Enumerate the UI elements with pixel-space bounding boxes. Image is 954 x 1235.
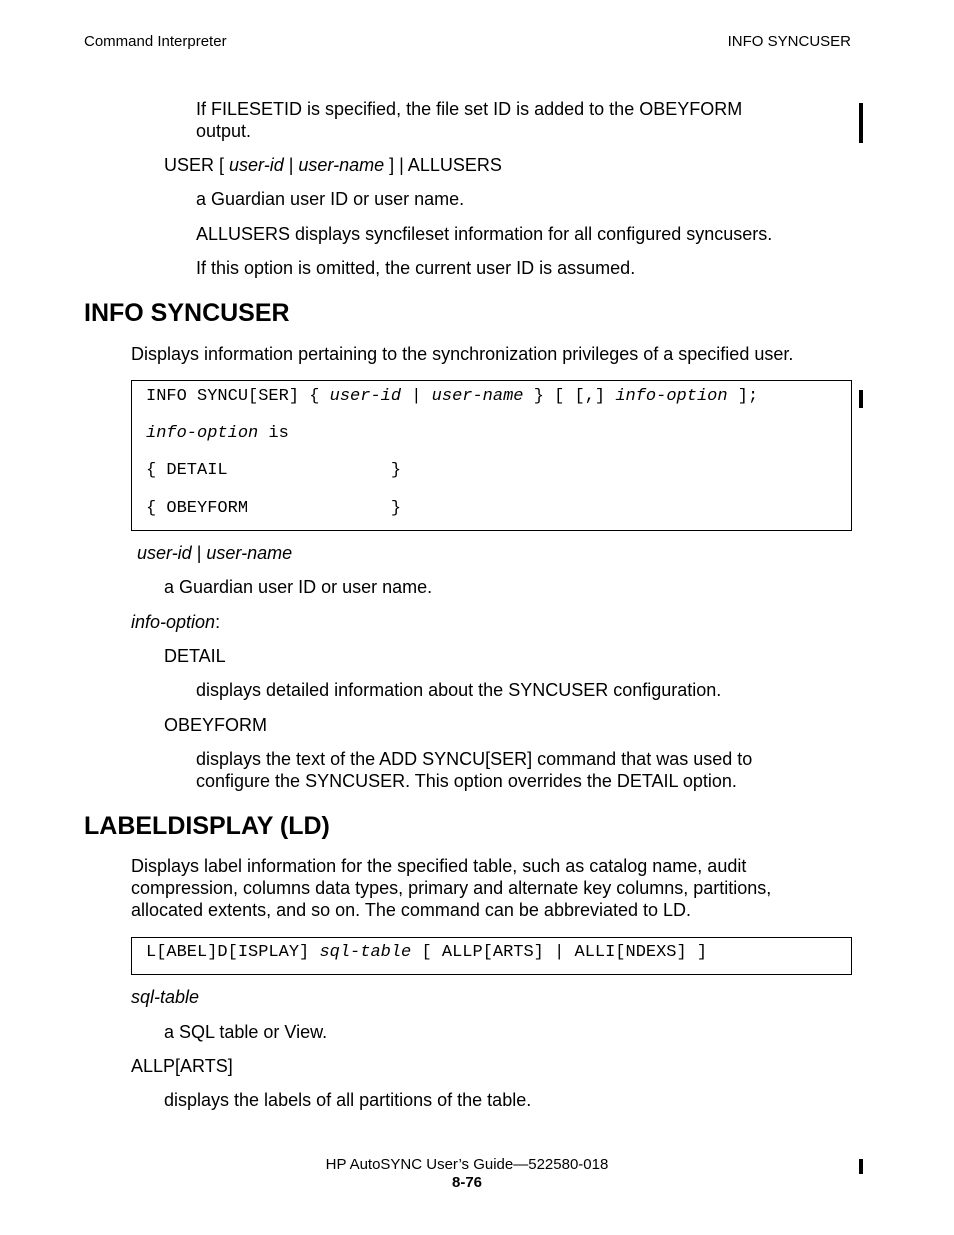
syntax-line-3: { DETAIL }	[146, 461, 402, 480]
labeldisplay-desc-line3: allocated extents, and so on. The command can be abbreviated to LD.	[131, 900, 692, 920]
labeldisplay-desc-line1: Displays label information for the specified table, such as catalog name, audit	[131, 856, 747, 876]
syntax-line-2: info-option is	[146, 424, 289, 443]
param-sql-table: sql-table	[131, 987, 200, 1007]
option-detail: DETAIL	[164, 646, 226, 666]
labeldisplay-desc-line2: compression, columns data types, primary and alternate key columns, partitions,	[131, 878, 772, 898]
labeldisplay-syntax: L[ABEL]D[ISPLAY] sql-table [ ALLP[ARTS] | ALLI[NDEXS] ]	[146, 943, 708, 962]
running-header-right: INFO SYNCUSER	[727, 33, 851, 50]
user-option-desc: a Guardian user ID or user name.	[196, 189, 465, 209]
user-option-term: USER [ user-id | user-name ] | ALLUSERS	[164, 155, 502, 175]
option-allparts: ALLP[ARTS]	[131, 1056, 233, 1076]
option-obeyform: OBEYFORM	[164, 715, 268, 735]
option-obeyform-desc-line1: displays the text of the ADD SYNCU[SER] command that was used to	[196, 749, 753, 769]
option-allparts-desc: displays the labels of all partitions of the table.	[164, 1090, 532, 1110]
param-user-id-desc: a Guardian user ID or user name.	[164, 577, 433, 597]
change-bar	[859, 103, 863, 143]
param-user-id: user-id | user-name	[137, 543, 293, 563]
page-number: 8-76	[451, 1174, 483, 1191]
section-heading-info-syncuser: INFO SYNCUSER	[84, 299, 290, 327]
filesetid-text-line2: output.	[196, 121, 252, 141]
syntax-line-1: INFO SYNCU[SER] { user-id | user-name } [ [,] info-option ];	[146, 387, 759, 406]
option-detail-desc: displays detailed information about the SYNCUSER configuration.	[196, 680, 722, 700]
option-obeyform-desc-line2: configure the SYNCUSER. This option overrides the DETAIL option.	[196, 771, 737, 791]
section-heading-labeldisplay: LABELDISPLAY (LD)	[84, 812, 330, 840]
change-bar	[859, 390, 863, 408]
omitted-desc: If this option is omitted, the current user ID is assumed.	[196, 258, 636, 278]
syntax-line-4: { OBEYFORM }	[146, 499, 402, 518]
filesetid-text-line1: If FILESETID is specified, the file set ID is added to the OBEYFORM	[196, 99, 743, 119]
param-sql-table-desc: a SQL table or View.	[164, 1022, 328, 1042]
param-info-option: info-option:	[131, 612, 221, 632]
allusers-desc: ALLUSERS displays syncfileset information for all configured syncusers.	[196, 224, 773, 244]
running-header-left: Command Interpreter	[84, 33, 227, 50]
info-syncuser-desc: Displays information pertaining to the synchronization privileges of a specified user.	[131, 344, 794, 364]
footer-title: HP AutoSYNC User’s Guide—522580-018	[325, 1156, 609, 1173]
